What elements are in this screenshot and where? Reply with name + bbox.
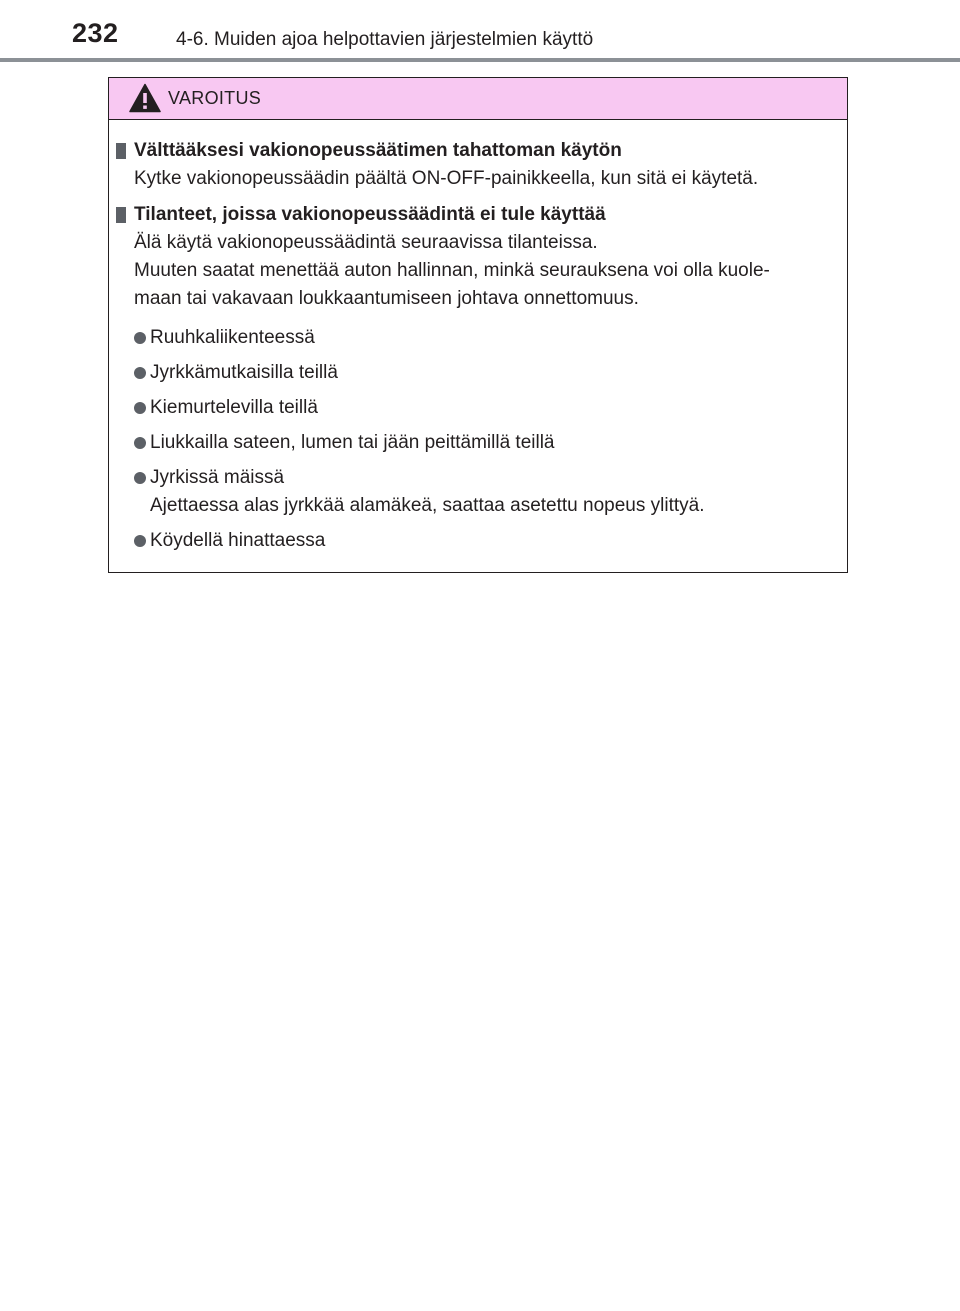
- list-item: [114, 394, 831, 422]
- list-item-text: Jyrkissä mäissä: [150, 467, 285, 488]
- list-item: [114, 324, 831, 352]
- warning-triangle-icon: [129, 83, 161, 113]
- warning-box: [108, 77, 848, 573]
- warning-title: VAROITUS: [168, 88, 262, 108]
- topic-heading-text: Välttääksesi vakionopeussäätimen tahattoman käytön: [134, 140, 622, 161]
- list-item: [114, 527, 831, 555]
- topic-line: Älä käytä vakionopeussäädintä seuraavissa tilanteissa.: [134, 232, 598, 253]
- list-item-subtext: Ajettaessa alas jyrkkää alamäkeä, saattaa asetettu nopeus ylittyä.: [150, 495, 705, 516]
- warning-body: [109, 120, 847, 555]
- topic-heading: [114, 137, 831, 165]
- list-item-content: [150, 464, 704, 520]
- warning-header: [109, 78, 847, 120]
- list-item-text: Köydellä hinattaessa: [150, 530, 326, 551]
- round-bullet-icon: [134, 437, 146, 449]
- round-bullet-icon: [134, 402, 146, 414]
- square-bullet-icon: [116, 207, 126, 223]
- page-header: [0, 0, 960, 62]
- list-item: [114, 464, 831, 520]
- page-number: 232: [72, 18, 119, 48]
- topic-heading-text: Tilanteet, joissa vakionopeussäädintä ei tule käyttää: [134, 204, 606, 225]
- round-bullet-icon: [134, 472, 146, 484]
- section-title: 4-6. Muiden ajoa helpottavien järjestelmien käyttö: [176, 29, 594, 50]
- list-item: [114, 359, 831, 387]
- list-item-text: Ruuhkaliikenteessä: [150, 327, 315, 348]
- topic-text: [114, 165, 831, 193]
- warning-topic: [114, 137, 831, 193]
- topic-line: maan tai vakavaan loukkaantumiseen johtava onnettomuus.: [134, 288, 639, 309]
- topic-line: Kytke vakionopeussäädin päältä ON-OFF-painikkeella, kun sitä ei käytetä.: [134, 168, 759, 189]
- round-bullet-icon: [134, 332, 146, 344]
- list-item-text: Liukkailla sateen, lumen tai jään peittämillä teillä: [150, 432, 555, 453]
- round-bullet-icon: [134, 367, 146, 379]
- topic-text: [114, 229, 831, 313]
- topic-line: Muuten saatat menettää auton hallinnan, minkä seurauksena voi olla kuole-: [134, 260, 770, 281]
- topic-heading: [114, 201, 831, 229]
- header-divider: [0, 58, 960, 62]
- square-bullet-icon: [116, 143, 126, 159]
- round-bullet-icon: [134, 535, 146, 547]
- list-item: [114, 429, 831, 457]
- bullet-list: [114, 324, 831, 555]
- warning-topic: [114, 201, 831, 555]
- list-item-text: Kiemurtelevilla teillä: [150, 397, 318, 418]
- list-item-text: Jyrkkämutkaisilla teillä: [150, 362, 338, 383]
